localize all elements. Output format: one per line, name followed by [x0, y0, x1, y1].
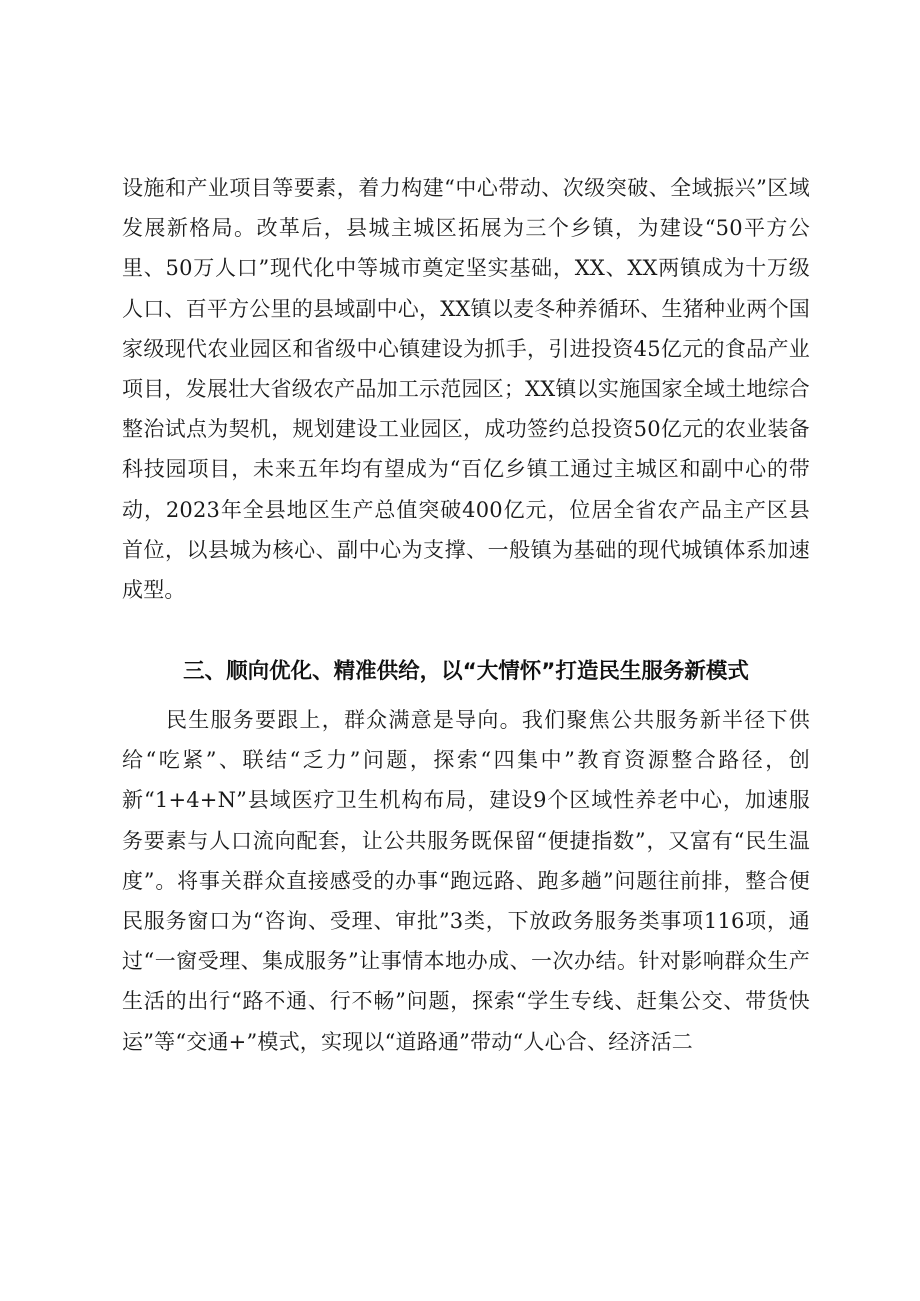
section-heading: 三、顺向优化、精准供给，以“大情怀”打造民生服务新模式 — [183, 659, 749, 684]
body-paragraph-section3: 民生服务要跟上，群众满意是导向。我们聚焦公共服务新半径下供给“吃紧”、联结“乏力”问题，探索“四集中”教育资源整合路径，创新“1+4+N”县域医疗卫生机构布局，建设9个区域性养老中心，加速服务要素与人口流向配套，让公共服务既保留“便捷指数”，又富有“民生温度”。将事关群众直接感受的办事“跑远路、跑多趟”问题往前排，整合便民服务窗口为“咨询、受理、审批”3类，下放政务服务类事项116项，通过“一窗受理、集成服务”让事情本地办成、一次办结。针对影响群众生产生活的出行“路不通、行不畅”问题，探索“学生专线、赶集公交、带货快运”等“交通+”模式，实现以“道路通”带动“人心合、经济活二 — [122, 708, 810, 1054]
body-paragraph-continued: 设施和产业项目等要素，着力构建“中心带动、次级突破、全域振兴”区域发展新格局。改革后，县城主城区拓展为三个乡镇，为建设“50平方公里、50万人口”现代化中等城市奠定坚实基础，XX、XX两镇成为十万级人口、百平方公里的县域副中心，XX镇以麦冬种养循环、生猪种业两个国家级现代农业园区和省级中心镇建设为抓手，引进投资45亿元的食品产业项目，发展壮大省级农产品加工示范园区；XX镇以实施国家全域土地综合整治试点为契机，规划建设工业园区，成功签约总投资50亿元的农业装备科技园项目，未来五年均有望成为“百亿乡镇工通过主城区和副中心的带动，2023年全县地区生产总值突破400亿元，位居全省农产品主产区县首位，以县城为核心、副中心为支撑、一般镇为基础的现代城镇体系加速成型。 — [122, 176, 810, 603]
